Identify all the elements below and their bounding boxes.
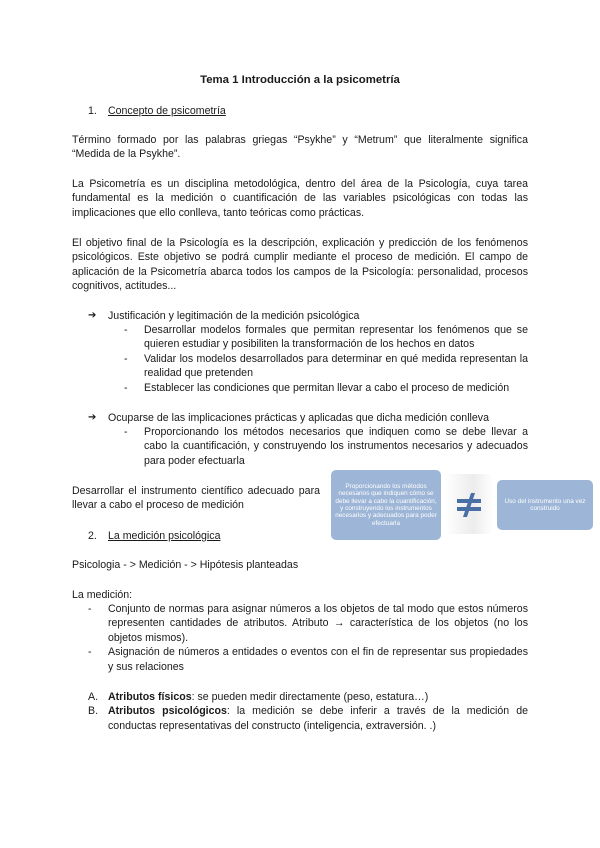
list-item <box>124 323 528 352</box>
arrow-item-text: Ocuparse de las implicaciones prácticas y aplicadas que dicha medición conlleva <box>108 412 489 424</box>
list-marker: A. <box>88 691 99 703</box>
list-item <box>88 690 528 704</box>
section-title: Concepto de psicometría <box>108 105 226 117</box>
dash-marker: - <box>124 324 128 336</box>
dash-marker: - <box>124 426 128 438</box>
list-item-text: Proporcionando los métodos necesarios que indiquen como se debe llevar a cabo la cuantificación, y construyendo los instrumentos necesarios y adecuados para poder efectuarla <box>144 426 528 467</box>
diagram-box-usage: Uso del instrumento una vez construido <box>497 480 593 530</box>
list-marker: B. <box>88 705 99 718</box>
attribute-term: Atributos psicológicos <box>108 705 227 718</box>
attributes-list <box>88 690 528 733</box>
section-title: La medición psicológica <box>108 530 221 542</box>
list-item-text: Conjunto de normas para asignar números a los objetos de tal modo que estos números representen cantidades de atributos. Atributo → característica de los objetos (no los objetos mismos). <box>108 603 528 644</box>
paragraph-definition: Término formado por las palabras griegas “Psykhe” y “Metrum” que literalmente significa “Medida de la Psykhe”. <box>72 134 528 161</box>
implicaciones-sublist <box>124 425 528 468</box>
arrow-item-text: Justificación y legitimación de la medición psicológica <box>108 310 360 322</box>
section-number: 1. <box>88 105 97 117</box>
list-item <box>88 602 528 645</box>
justificacion-sublist <box>124 323 528 395</box>
list-item <box>124 381 528 395</box>
section-number: 2. <box>88 530 97 542</box>
list-item <box>124 352 528 381</box>
diagram-box-methods: Proporcionando los métodos necesarios que indiquen cómo se debe llevar a cabo la cuantificación, y construyendo los instrumentos necesarios y adecuados para poder efectuarla <box>331 470 441 540</box>
process-diagram <box>327 470 597 542</box>
dash-marker: - <box>88 646 92 659</box>
arrow-icon: ➔ <box>88 310 97 321</box>
paragraph-instrumento: Desarrollar el instrumento científico adecuado para llevar a cabo el proceso de medición <box>72 485 320 512</box>
attribute-term: Atributos físicos <box>108 691 192 703</box>
list-item <box>124 425 528 468</box>
medicion-label: La medición: <box>72 589 133 601</box>
paragraph-objetivo: El objetivo final de la Psicología es la descripción, explicación y predicción de los fenómenos psicológicos. Este objetivo se podrá cumplir mediante el proceso de medición. El campo de aplicación de la Psicometría abarca todos los campos de la Psicología: personalidad, procesos cognitivos, actitudes... <box>72 237 528 293</box>
list-item <box>88 704 528 733</box>
list-item-text: Asignación de números a entidades o eventos con el fin de representar sus propiedades y sus relaciones <box>108 646 528 673</box>
dash-marker: - <box>124 352 128 365</box>
arrow-icon: ➔ <box>88 412 97 423</box>
paragraph-psicometria: La Psicometría es un disciplina metodológica, dentro del área de la Psicología, cuya tarea fundamental es la medición o cuantificación de las variables psicológicas con todas las implicaciones que ello conlleva, tanto teóricas como prácticas. <box>72 178 528 219</box>
dash-marker: - <box>88 603 92 615</box>
dash-marker: - <box>124 381 128 394</box>
list-item <box>88 645 528 674</box>
list-item-text: Establecer las condiciones que permitan llevar a cabo el proceso de medición <box>144 381 510 394</box>
attribute-description: : la medición se debe inferir a través de la medición de conductas representativas del constructo (inteligencia, extraversión. .) <box>108 705 529 732</box>
page-title: Tema 1 Introducción a la psicometría <box>200 74 400 86</box>
list-item-text: Validar los modelos desarrollados para determinar en qué medida representan la realidad que pretenden <box>144 352 528 380</box>
medicion-list <box>88 602 528 674</box>
list-item-text: Desarrollar modelos formales que permitan representar los fenómenos que se quieren estudiar y posibiliten la transformación de los hechos en datos <box>144 324 528 351</box>
not-equal-icon <box>455 492 483 518</box>
attribute-description: : se pueden medir directamente (peso, estatura…) <box>191 691 429 703</box>
flow-line: Psicologia - > Medición - > Hipótesis planteadas <box>72 559 299 571</box>
